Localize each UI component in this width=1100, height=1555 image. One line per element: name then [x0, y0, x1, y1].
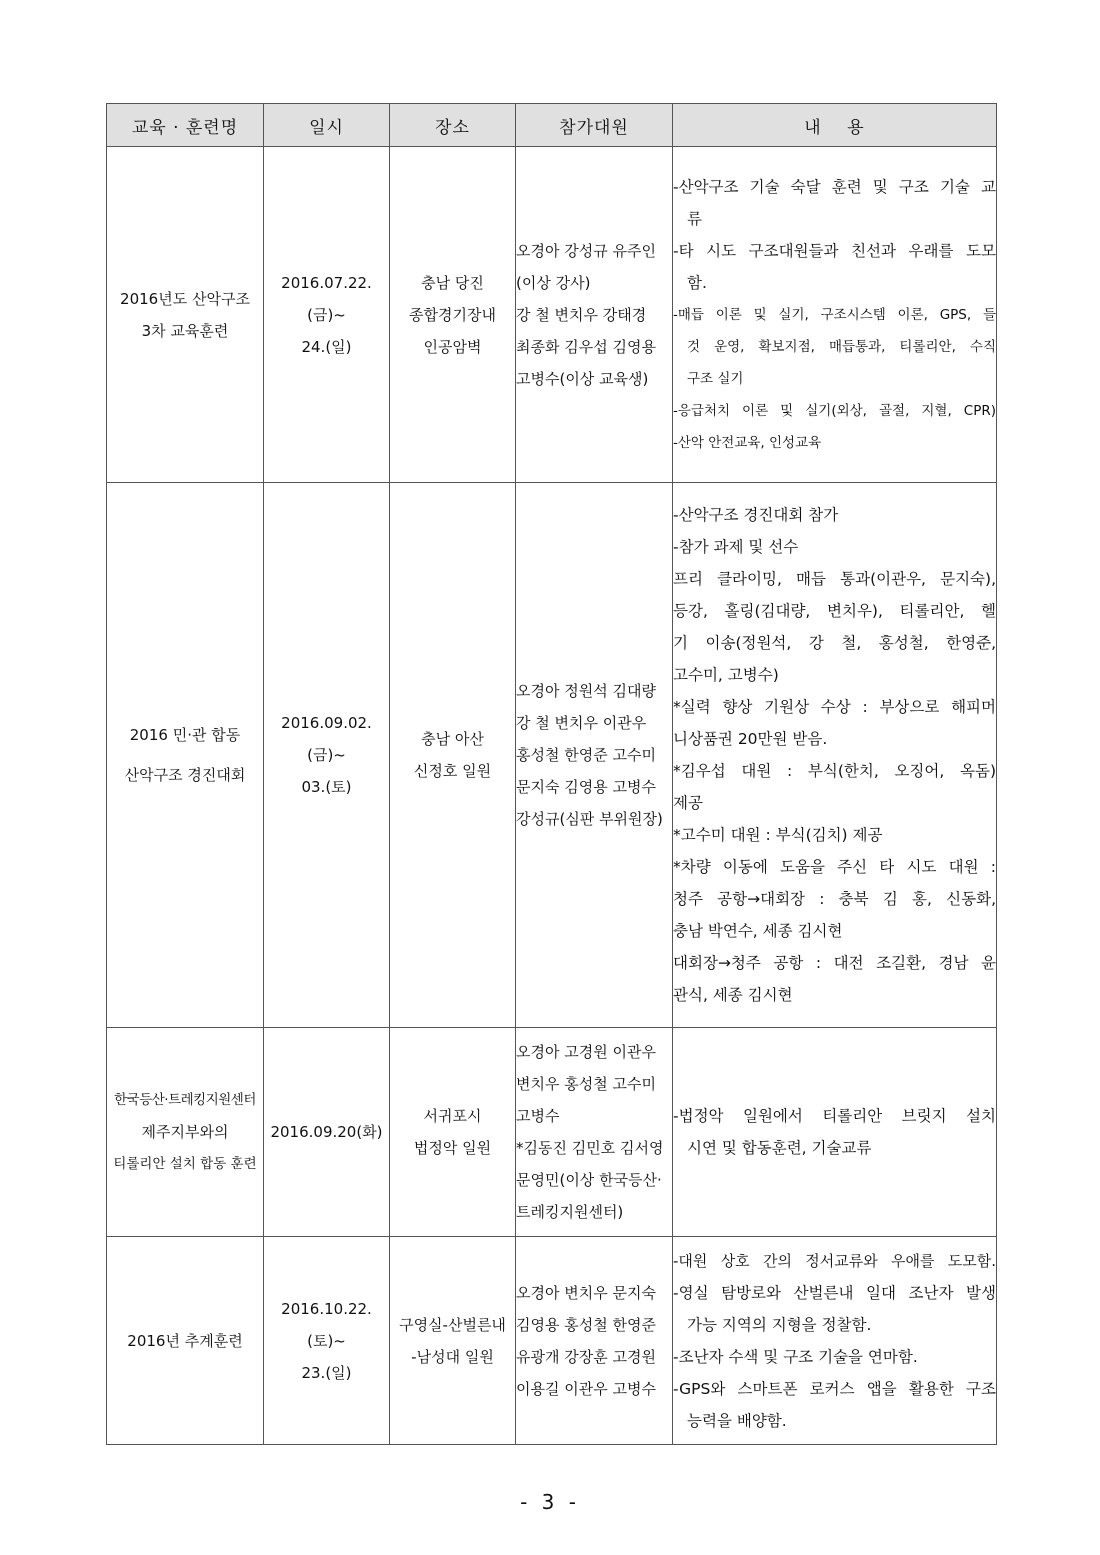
- participants-line: 강 철 변치우 강태경: [516, 305, 647, 324]
- content-line: -법정악 일원에서 티롤리안 브릿지 설치: [673, 1107, 996, 1125]
- content-line: 기 이송(정원석, 강 철, 홍성철, 한영준,: [673, 634, 996, 652]
- place-cell: [390, 1028, 516, 1237]
- training-name-cell: [107, 1028, 264, 1237]
- header-date: 일시: [264, 104, 390, 147]
- training-name-cell: [107, 147, 264, 483]
- date-line: 24.(일): [301, 337, 352, 356]
- participants-line: 최종화 김우섭 김영용: [516, 337, 656, 356]
- page-number: - 3 -: [520, 1490, 580, 1514]
- date-cell: [264, 1028, 390, 1237]
- participants-line: 강성규(심판 부위원장): [516, 810, 663, 828]
- training-table: [106, 103, 997, 1445]
- content-line: -영실 탐방로와 산벌른내 일대 조난자 발생: [673, 1283, 996, 1302]
- place-cell: [390, 147, 516, 483]
- training-name-line: 산악구조 경진대회: [124, 766, 246, 784]
- place-cell: [390, 1237, 516, 1445]
- training-name-line: 3차 교육훈련: [141, 321, 229, 340]
- place-line: 충남 아산: [421, 730, 484, 748]
- participants-cell: [516, 147, 673, 483]
- participants-line: 유광개 강장훈 고경원: [516, 1347, 656, 1366]
- content-line: 프리 클라이밍, 매듭 통과(이관우, 문지숙),: [673, 570, 996, 588]
- content-cell: [673, 1028, 997, 1237]
- content-cell: [673, 147, 997, 483]
- participants-cell: [516, 483, 673, 1028]
- participants-line: (이상 강사): [516, 273, 591, 292]
- participants-line: 홍성철 한영준 고수미: [516, 746, 656, 764]
- place-line: 인공암벽: [423, 337, 482, 356]
- date-cell: [264, 483, 390, 1028]
- content-line: *김우섭 대원 : 부식(한치, 오징어, 옥돔): [673, 762, 996, 780]
- content-line: *차량 이동에 도움을 주신 타 시도 대원 :: [673, 858, 996, 876]
- date-cell: [264, 147, 390, 483]
- place-line: 종합경기장내: [409, 305, 496, 324]
- participants-line: 이용길 이관우 고병수: [516, 1379, 656, 1398]
- header-participants: 참가대원: [516, 104, 673, 147]
- content-line: 구조 실기: [687, 370, 744, 387]
- header-place: 장소: [390, 104, 516, 147]
- content-line: -조난자 수색 및 구조 기술을 연마함.: [673, 1347, 918, 1366]
- content-line: 함.: [687, 273, 707, 292]
- date-line: 2016.10.22.(토)~: [281, 1299, 372, 1350]
- participants-line: 문영민(이상 한국등산·: [516, 1171, 662, 1189]
- table-row: [107, 1028, 997, 1237]
- training-name-line: 2016 민·관 합동: [129, 726, 241, 744]
- content-line: 고수미, 고병수): [673, 666, 779, 684]
- place-line: 구영실-산벌른내: [399, 1315, 506, 1334]
- content-line: *고수미 대원 : 부식(김치) 제공: [673, 826, 883, 844]
- content-line: 류: [687, 209, 702, 228]
- content-line: 대회장→청주 공항 : 대전 조길환, 경남 윤: [673, 954, 996, 972]
- content-line: -참가 과제 및 선수: [673, 538, 799, 556]
- place-line: 법정악 일원: [413, 1139, 492, 1157]
- content-cell: [673, 1237, 997, 1445]
- participants-line: 강 철 변치우 이관우: [516, 714, 647, 732]
- content-line: *실력 향상 기원상 수상 : 부상으로 해피머: [673, 698, 996, 716]
- content-line: -응급처치 이론 및 실기(외상, 골절, 지혈, CPR): [673, 402, 996, 419]
- content-line: -산악구조 기술 숙달 훈련 및 구조 기술 교: [673, 177, 996, 196]
- content-line: 등강, 홀링(김대량, 변치우), 티롤리안, 헬: [673, 602, 996, 620]
- training-name-line: 2016년도 산악구조: [120, 289, 250, 308]
- table-row: [107, 147, 997, 483]
- date-line: 03.(토): [301, 778, 352, 796]
- participants-line: 문지숙 김영용 고병수: [516, 778, 656, 796]
- participants-line: 오경아 강성규 유주인: [516, 241, 656, 260]
- participants-cell: [516, 1028, 673, 1237]
- content-line: 니상품권 20만원 받음.: [673, 730, 828, 748]
- header-content: 내 용: [673, 104, 997, 147]
- header-training-name: 교육 · 훈련명: [107, 104, 264, 147]
- content-line: 능력을 배양함.: [687, 1411, 787, 1430]
- participants-cell: [516, 1237, 673, 1445]
- content-line: -대원 상호 간의 정서교류와 우애를 도모함.: [673, 1251, 996, 1270]
- place-line: 신정호 일원: [413, 762, 492, 780]
- participants-line: 변치우 홍성철 고수미: [516, 1075, 656, 1093]
- place-line: -남성대 일원: [411, 1347, 494, 1366]
- content-line: 시연 및 합동훈련, 기술교류: [687, 1139, 872, 1157]
- date-line: 2016.09.20(화): [270, 1123, 383, 1141]
- date-line: 2016.07.22.(금)~: [281, 273, 372, 324]
- content-line: 가능 지역의 지형을 정찰함.: [687, 1315, 872, 1334]
- training-name-line: 2016년 추계훈련: [127, 1331, 243, 1350]
- date-cell: [264, 1237, 390, 1445]
- training-name-cell: [107, 483, 264, 1028]
- content-line: 청주 공항→대회장 : 충북 김 홍, 신동화,: [673, 890, 996, 908]
- participants-line: 고병수(이상 교육생): [516, 369, 649, 388]
- participants-line: 트레킹지원센터): [516, 1203, 624, 1221]
- content-line: -매듭 이론 및 실기, 구조시스템 이론, GPS, 들: [673, 306, 996, 323]
- content-line: 충남 박연수, 세종 김시현: [673, 922, 843, 940]
- table-row: [107, 483, 997, 1028]
- training-name-line: 티롤리안 설치 합동 훈련: [113, 1156, 257, 1172]
- participants-line: 오경아 정원석 김대량: [516, 682, 656, 700]
- content-line: -타 시도 구조대원들과 친선과 우래를 도모: [673, 241, 996, 260]
- content-cell: [673, 483, 997, 1028]
- participants-line: 김영용 홍성철 한영준: [516, 1315, 656, 1334]
- date-line: 23.(일): [301, 1363, 352, 1382]
- table-header-row: [107, 104, 997, 147]
- participants-line: 고병수: [516, 1107, 560, 1125]
- table-row: [107, 1237, 997, 1445]
- place-line: 충남 당진: [421, 273, 484, 292]
- content-line: 것 운영, 확보지점, 매듭통과, 티롤리안, 수직: [687, 338, 996, 355]
- content-line: -GPS와 스마트폰 로커스 앱을 활용한 구조: [673, 1379, 996, 1398]
- participants-line: 오경아 고경원 이관우: [516, 1043, 656, 1061]
- content-line: 제공: [673, 794, 703, 812]
- training-name-cell: [107, 1237, 264, 1445]
- training-name-line: 제주지부와의: [141, 1123, 229, 1141]
- content-line: -산악구조 경진대회 참가: [673, 506, 839, 524]
- place-cell: [390, 483, 516, 1028]
- date-line: 2016.09.02.(금)~: [281, 714, 372, 764]
- content-line: 관식, 세종 김시현: [673, 986, 793, 1004]
- training-name-line: 한국등산·트레킹지원센터: [114, 1092, 256, 1108]
- place-line: 서귀포시: [423, 1107, 482, 1125]
- content-line: -산악 안전교육, 인성교육: [673, 434, 822, 451]
- participants-line: *김동진 김민호 김서영: [516, 1139, 664, 1157]
- participants-line: 오경아 변치우 문지숙: [516, 1283, 656, 1302]
